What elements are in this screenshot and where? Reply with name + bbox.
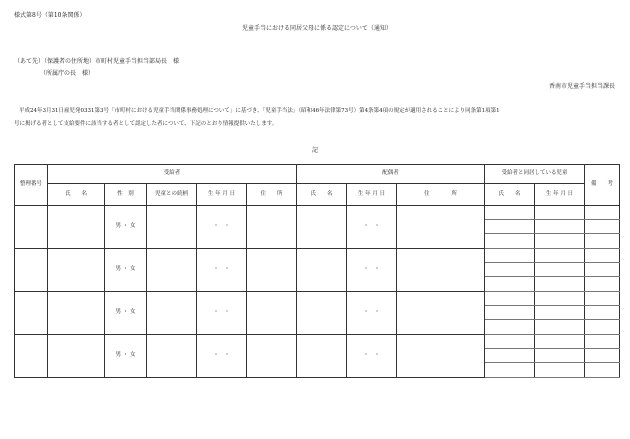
cell-biko <box>585 349 620 363</box>
cell-jukyu-name <box>48 292 105 335</box>
sub-jukyu-address: 住 所 <box>247 184 297 206</box>
cell-dokyo-name <box>485 277 535 292</box>
cell-haigu-address <box>397 292 485 335</box>
cell-seiri <box>15 206 48 249</box>
cell-dokyo-birth <box>535 263 585 277</box>
document-title: 児童手当における同居父母に係る認定について（通知） <box>242 25 392 32</box>
cell-dokyo-name <box>485 349 535 363</box>
cell-biko <box>585 206 620 220</box>
cell-jukyu-relation <box>147 249 197 292</box>
cell-dokyo-name <box>485 320 535 335</box>
cell-jukyu-birth: ・ ・ <box>197 335 247 378</box>
cell-dokyo-birth <box>535 249 585 263</box>
header-seiri: 整理番号 <box>15 165 48 206</box>
cell-dokyo-birth <box>535 292 585 306</box>
cell-dokyo-name <box>485 363 535 378</box>
sub-dokyo-name: 氏 名 <box>485 184 535 206</box>
sub-haigu-name: 氏 名 <box>297 184 347 206</box>
cell-dokyo-birth <box>535 363 585 378</box>
addressee-line-2: （所属庁の長 様） <box>40 70 95 77</box>
cell-dokyo-birth <box>535 320 585 335</box>
cell-jukyu-address <box>247 249 297 292</box>
cell-haigu-address <box>397 206 485 249</box>
cell-biko <box>585 234 620 249</box>
cell-dokyo-name <box>485 206 535 220</box>
cell-dokyo-birth <box>535 234 585 249</box>
cell-haigu-name <box>297 335 347 378</box>
cell-dokyo-name <box>485 306 535 320</box>
cell-biko <box>585 277 620 292</box>
cell-biko <box>585 263 620 277</box>
cell-seiri <box>15 249 48 292</box>
cell-dokyo-birth <box>535 206 585 220</box>
ki-label: 記 <box>312 147 319 154</box>
sub-haigu-birth: 生 年 月 日 <box>347 184 397 206</box>
header-biko: 備 考 <box>585 165 620 206</box>
sub-jukyu-relation: 児童との続柄 <box>147 184 197 206</box>
cell-dokyo-name <box>485 234 535 249</box>
cell-jukyu-sex: 男 ・ 女 <box>105 292 147 335</box>
addressee-line-1: （あて先）（保護者の住所地）市町村児童手当担当部局長 様 <box>14 58 180 65</box>
cell-dokyo-name <box>485 292 535 306</box>
cell-jukyu-relation <box>147 206 197 249</box>
cell-dokyo-name <box>485 335 535 349</box>
sub-jukyu-sex: 性 別 <box>105 184 147 206</box>
sender: 香南市児童手当担当課長 <box>548 83 615 90</box>
cell-dokyo-birth <box>535 349 585 363</box>
cell-jukyu-name <box>48 249 105 292</box>
sub-dokyo-birth: 生 年 月 日 <box>535 184 585 206</box>
cell-jukyu-address <box>247 335 297 378</box>
cell-seiri <box>15 292 48 335</box>
sub-haigu-address: 住 所 <box>397 184 485 206</box>
cell-haigu-birth: ・ ・ <box>347 249 397 292</box>
cell-haigu-name <box>297 206 347 249</box>
cell-dokyo-birth <box>535 220 585 234</box>
form-number: 様式第8号（第10条関係） <box>14 12 86 19</box>
cell-biko <box>585 320 620 335</box>
cell-jukyu-sex: 男 ・ 女 <box>105 249 147 292</box>
body-line-2: 号に掲げる者として支給要件に該当する者として認定した者について、下記のとおり情報提供いたします。 <box>14 121 278 127</box>
cell-haigu-address <box>397 335 485 378</box>
cell-haigu-birth: ・ ・ <box>347 292 397 335</box>
cell-dokyo-name <box>485 263 535 277</box>
cell-biko <box>585 249 620 263</box>
cell-haigu-name <box>297 292 347 335</box>
cell-haigu-birth: ・ ・ <box>347 206 397 249</box>
cell-jukyu-sex: 男 ・ 女 <box>105 206 147 249</box>
header-dokyo: 受給者と同居している児童 <box>485 165 585 184</box>
header-jukyu: 受給者 <box>48 165 297 184</box>
cell-haigu-address <box>397 249 485 292</box>
cell-dokyo-name <box>485 249 535 263</box>
cell-dokyo-name <box>485 220 535 234</box>
cell-biko <box>585 220 620 234</box>
cell-jukyu-sex: 男 ・ 女 <box>105 335 147 378</box>
cell-dokyo-birth <box>535 335 585 349</box>
cell-haigu-birth: ・ ・ <box>347 335 397 378</box>
cell-jukyu-birth: ・ ・ <box>197 292 247 335</box>
cell-biko <box>585 306 620 320</box>
info-table <box>14 164 620 378</box>
cell-seiri <box>15 335 48 378</box>
cell-jukyu-birth: ・ ・ <box>197 206 247 249</box>
cell-biko <box>585 292 620 306</box>
cell-jukyu-address <box>247 292 297 335</box>
cell-dokyo-birth <box>535 306 585 320</box>
cell-biko <box>585 335 620 349</box>
cell-jukyu-relation <box>147 335 197 378</box>
cell-dokyo-birth <box>535 277 585 292</box>
cell-jukyu-name <box>48 206 105 249</box>
sub-jukyu-name: 氏 名 <box>48 184 105 206</box>
cell-biko <box>585 363 620 378</box>
cell-jukyu-address <box>247 206 297 249</box>
cell-jukyu-relation <box>147 292 197 335</box>
cell-haigu-name <box>297 249 347 292</box>
body-line-1: 平成24年3月31日雇児発0331第3号「市町村における児童手当関係事務処理について」に基づき、「児童手当法」（昭和46年法律第73号）第4条第4項の規定が適用されることにより同条第1項第1 <box>19 108 500 114</box>
cell-jukyu-name <box>48 335 105 378</box>
header-haigu: 配偶者 <box>297 165 485 184</box>
cell-jukyu-birth: ・ ・ <box>197 249 247 292</box>
sub-jukyu-birth: 生 年 月 日 <box>197 184 247 206</box>
